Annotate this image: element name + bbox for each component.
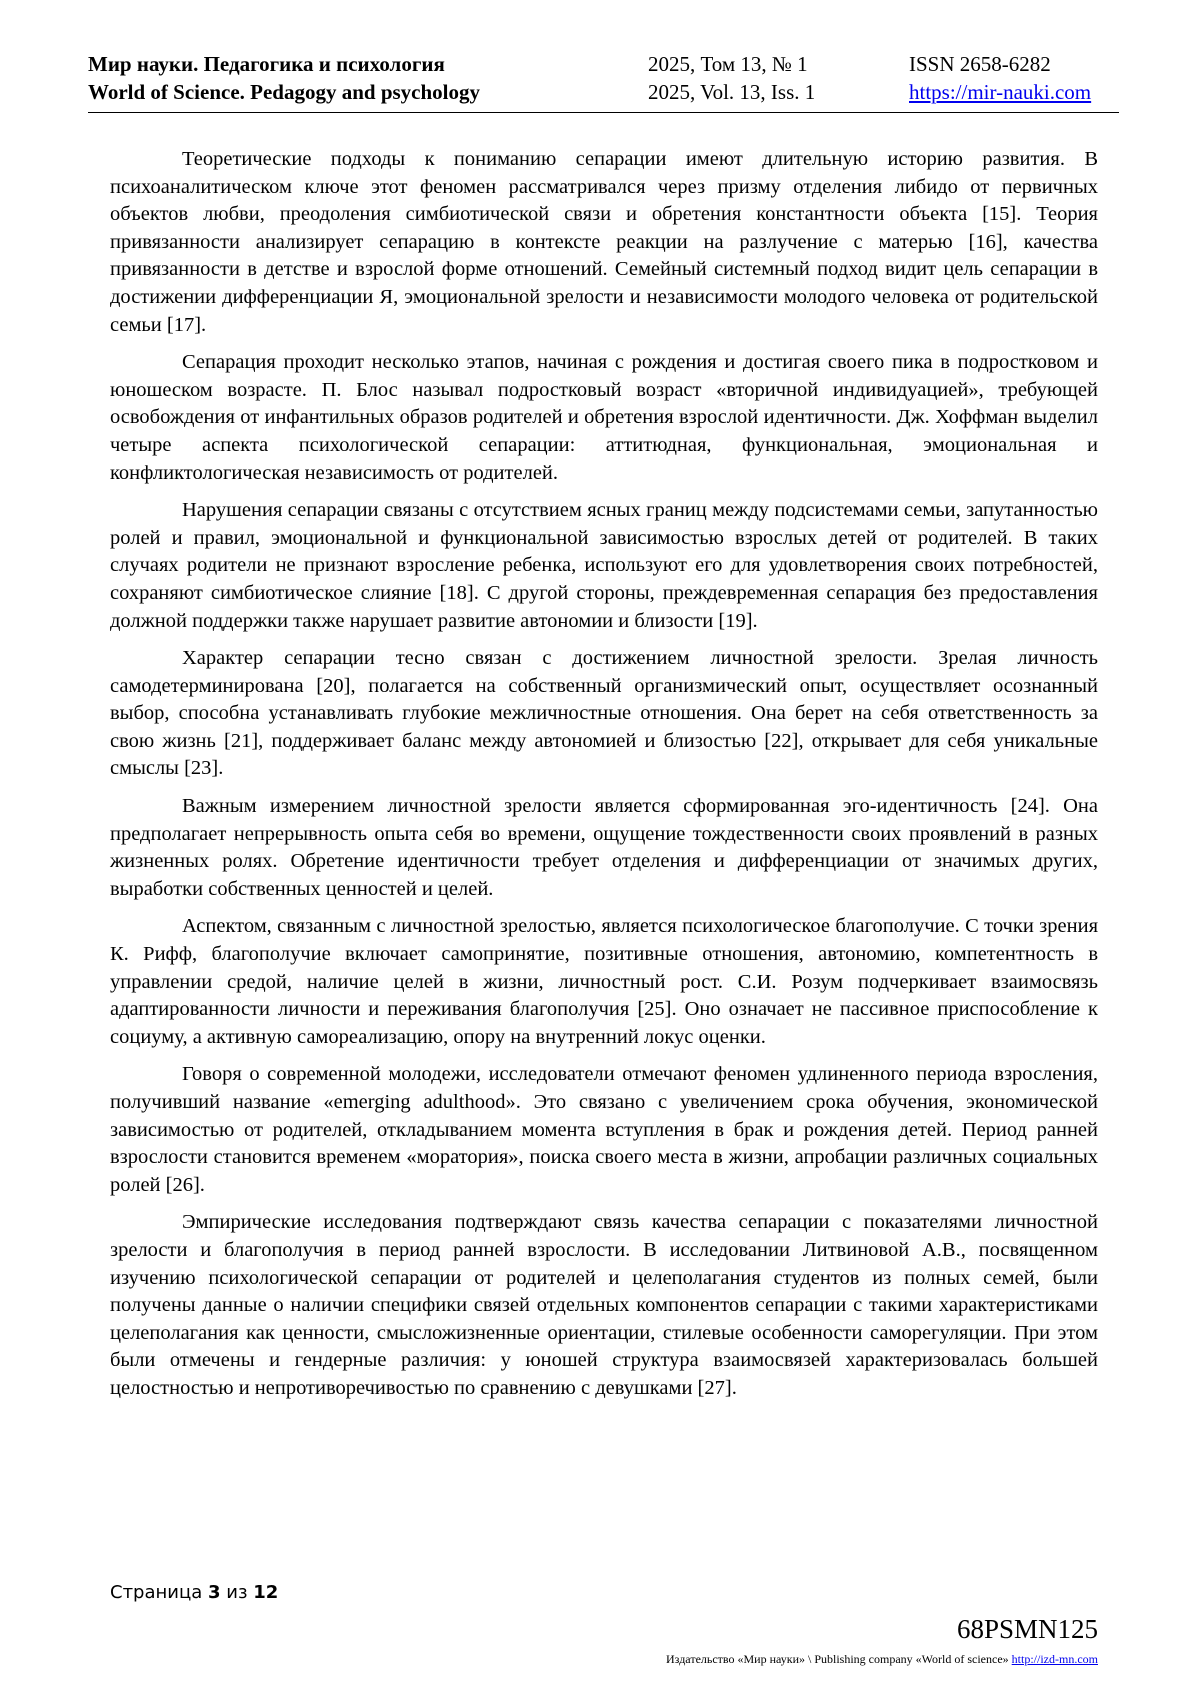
article-body [110,146,1098,1413]
publisher-link[interactable]: http://izd-mn.com [1011,1652,1098,1666]
page-of-label: из [226,1582,248,1603]
page-current: 3 [208,1582,221,1603]
body-paragraph: Аспектом, связанным с личностной зрелостью, является психологическое благополучие. С точки зрения К. Рифф, благополучие включает самопринятие, позитивные отношения, автономию, компетентность в управлении средой, наличие целей в жизни, личностный рост. С.И. Розум подчеркивает взаимосвязь адаптированности личности и переживания благополучия [25]. Оно означает не пассивное приспособление к социуму, а активную самореализацию, опору на внутренний локус оценки. [110,915,1098,1048]
body-paragraph: Теоретические подходы к пониманию сепарации имеют длительную историю развития. В психоаналитическом ключе этот феномен рассматривался через призму отделения либидо от первичных объектов любви, преодоления симбиотической связи и обретения константности объекта [15]. Теория привязанности анализирует сепарацию в контексте реакции на разлучение с матерью [16], качества привязанности в детстве и взрослой форме отношений. Семейный системный подход видит цель сепарации в достижении дифференциации Я, эмоциональной зрелости и независимости молодого человека от родительской семьи [17]. [110,148,1098,336]
journal-issn: ISSN 2658-6282 [909,52,1051,76]
publisher-line [666,1652,1098,1666]
body-paragraph: Характер сепарации тесно связан с достижением личностной зрелости. Зрелая личность самодетерминирована [20], полагается на собственный организмический опыт, осуществляет осознанный выбор, способна устанавливать глубокие межличностные отношения. Она берет на себя ответственность за свою жизнь [21], поддерживает баланс между автономией и близостью [22], открывает для себя уникальные смыслы [23]. [110,647,1098,780]
journal-issue-en: 2025, Vol. 13, Iss. 1 [648,80,816,104]
body-paragraph: Сепарация проходит несколько этапов, начиная с рождения и достигая своего пика в подростковом и юношеском возрасте. П. Блос называл подростковый возраст «вторичной индивидуацией», требующей освобождения от инфантильных образов родителей и обретения взрослой идентичности. Дж. Хоффман выделил четыре аспекта психологической сепарации: аттитюдная, функциональная, эмоциональная и конфликтологическая независимость от родителей. [110,351,1098,484]
article-code: 68PSMN125 [956,1614,1098,1644]
body-paragraph: Эмпирические исследования подтверждают связь качества сепарации с показателями личностной зрелости и благополучия в период ранней взрослости. В исследовании Литвиновой А.В., посвященном изучению психологической сепарации от родителей и целеполагания студентов из полных семей, были получены данные о наличии специфики связей отдельных компонентов сепарации с такими характеристиками целеполагания как ценности, смысложизненные ориентации, стилевые особенности саморегуляции. При этом были отмечены и гендерные различия: у юношей структура взаимосвязей характеризовалась большей целостностью и непротиворечивостью по сравнению с девушками [27]. [110,1211,1098,1399]
body-paragraph: Нарушения сепарации связаны с отсутствием ясных границ между подсистемами семьи, запутанностью ролей и правил, эмоциональной и функциональной зависимостью взрослых детей от родителей. В таких случаях родители не признают взросление ребенка, используют его для удовлетворения своих потребностей, сохраняют симбиотическое слияние [18]. С другой стороны, преждевременная сепарация без предоставления должной поддержки также нарушает развитие автономии и близости [19]. [110,499,1098,632]
journal-title-ru: Мир науки. Педагогика и психология [88,52,445,76]
page-label: Страница [110,1582,203,1603]
journal-header [88,50,1119,113]
journal-title-en: World of Science. Pedagogy and psychology [88,80,481,104]
journal-website-link[interactable]: https://mir-nauki.com [909,80,1092,104]
journal-title-block [88,50,480,106]
journal-issue-block [648,50,815,106]
publisher-text: Издательство «Мир науки» \ Publishing company «World of science» [666,1652,1009,1666]
body-paragraph: Говоря о современной молодежи, исследователи отмечают феномен удлиненного периода взросления, получивший название «emerging adulthood». Это связано с увеличением срока обучения, экономической зависимостью от родителей, откладыванием момента вступления в брак и рождения детей. Период ранней взрослости становится временем «моратория», поиска своего места в жизни, апробации различных социальных ролей [26]. [110,1063,1098,1196]
journal-issn-block [909,50,1091,106]
body-paragraph: Важным измерением личностной зрелости является сформированная эго-идентичность [24]. Она предполагает непрерывность опыта себя во времени, ощущение тождественности своих проявлений в разных жизненных ролях. Обретение идентичности требует отделения и дифференциации от значимых других, выработки собственных ценностей и целей. [110,795,1098,900]
page-number [110,1582,278,1604]
page-total: 12 [253,1582,279,1603]
journal-issue-ru: 2025, Том 13, № 1 [648,52,808,76]
